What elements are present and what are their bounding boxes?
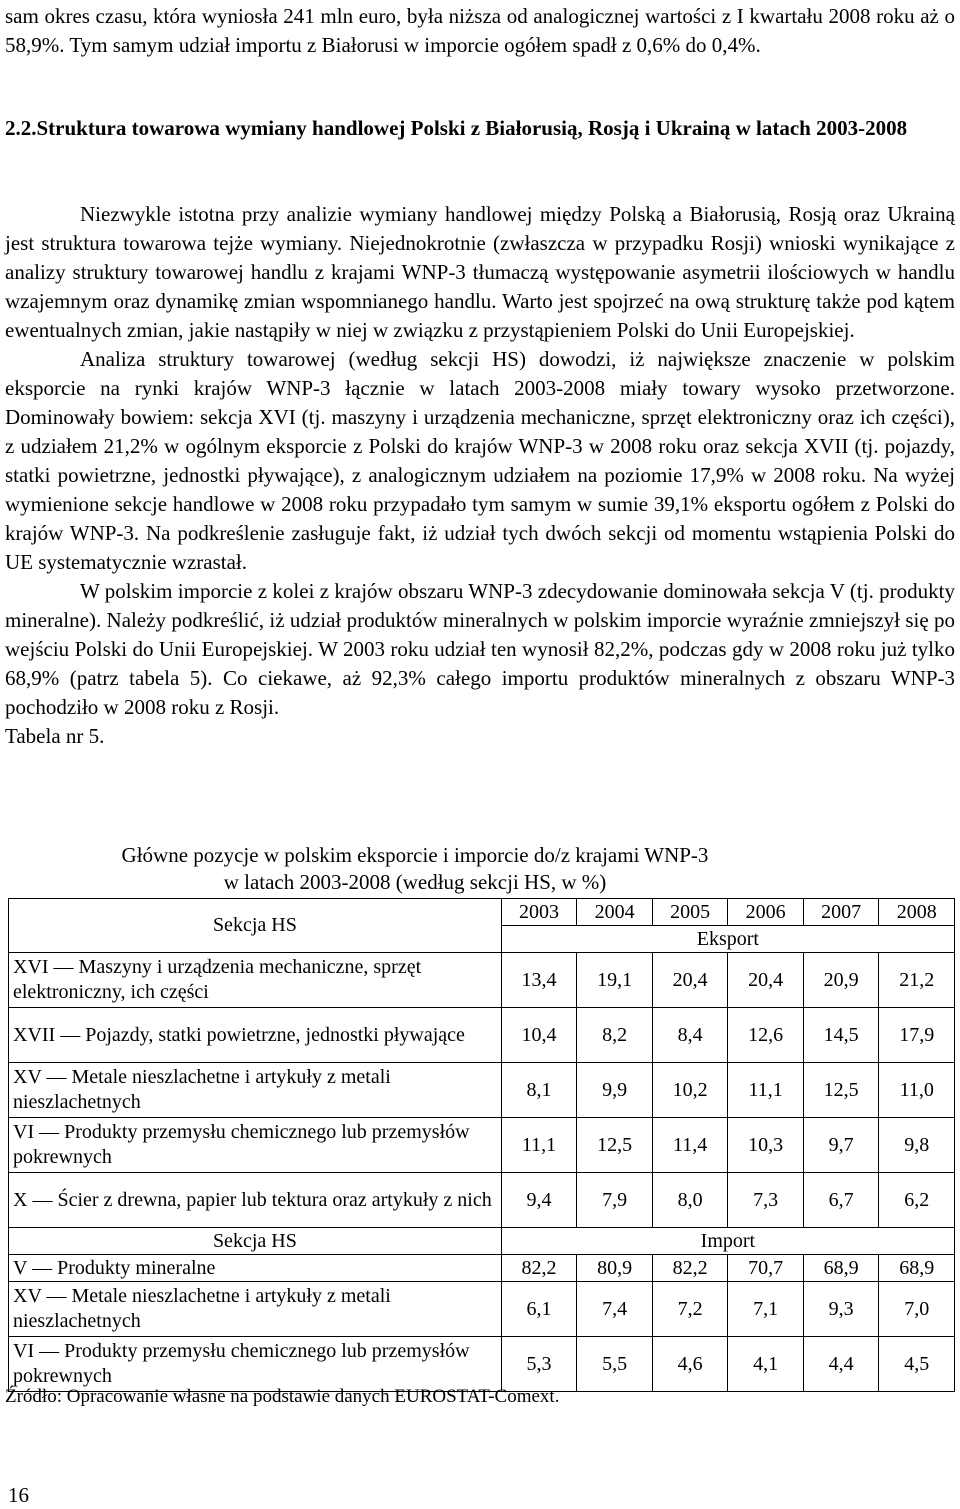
table-row [9, 953, 955, 1008]
row-label: XVI — Maszyny i urządzenia mechaniczne, sprzęt elektroniczny, ich części [9, 953, 502, 1008]
cell-value: 82,2 [501, 1255, 577, 1282]
cell-value: 9,3 [803, 1282, 879, 1337]
cell-value: 9,7 [803, 1118, 879, 1173]
year-header: 2003 [501, 899, 577, 926]
trade-structure-table [8, 898, 955, 1392]
import-column-header-sekcja: Sekcja HS [9, 1228, 502, 1255]
cell-value: 7,4 [577, 1282, 653, 1337]
cell-value: 4,5 [879, 1337, 955, 1392]
cell-value: 8,2 [577, 1008, 653, 1063]
cell-value: 20,4 [652, 953, 728, 1008]
cell-value: 6,1 [501, 1282, 577, 1337]
table-row [9, 1173, 955, 1228]
cell-value: 9,4 [501, 1173, 577, 1228]
cell-value: 9,9 [577, 1063, 653, 1118]
cell-value: 10,4 [501, 1008, 577, 1063]
cell-value: 20,9 [803, 953, 879, 1008]
row-label: X — Ścier z drewna, papier lub tektura oraz artykuły z nich [9, 1173, 502, 1228]
row-label: XVII — Pojazdy, statki powietrzne, jednostki pływające [9, 1008, 502, 1063]
table-title-line-2: w latach 2003-2008 (według sekcji HS, w %) [223, 870, 607, 894]
cell-value: 6,7 [803, 1173, 879, 1228]
row-label: VI — Produkty przemysłu chemicznego lub przemysłów pokrewnych [9, 1118, 502, 1173]
table-row [9, 1063, 955, 1118]
cell-value: 12,5 [803, 1063, 879, 1118]
cell-value: 12,5 [577, 1118, 653, 1173]
row-label: VI — Produkty przemysłu chemicznego lub przemysłów pokrewnych [9, 1337, 502, 1392]
cell-value: 8,1 [501, 1063, 577, 1118]
cell-value: 17,9 [879, 1008, 955, 1063]
cell-value: 11,1 [501, 1118, 577, 1173]
column-header-sekcja: Sekcja HS [9, 899, 502, 953]
year-header: 2007 [803, 899, 879, 926]
cell-value: 68,9 [803, 1255, 879, 1282]
table-row [9, 1337, 955, 1392]
page-number: 16 [8, 1483, 29, 1507]
cell-value: 10,2 [652, 1063, 728, 1118]
import-group-row [9, 1228, 955, 1255]
row-label: XV — Metale nieszlachetne i artykuły z metali nieszlachetnych [9, 1063, 502, 1118]
table-header-row [9, 899, 955, 926]
row-label: V — Produkty mineralne [9, 1255, 502, 1282]
cell-value: 21,2 [879, 953, 955, 1008]
cell-value: 4,4 [803, 1337, 879, 1392]
cell-value: 70,7 [728, 1255, 804, 1282]
table-row [9, 1008, 955, 1063]
table-caption [5, 842, 955, 896]
cell-value: 5,5 [577, 1337, 653, 1392]
year-header: 2008 [879, 899, 955, 926]
import-group-label: Import [501, 1228, 954, 1255]
cell-value: 12,6 [728, 1008, 804, 1063]
cell-value: 82,2 [652, 1255, 728, 1282]
cell-value: 8,4 [652, 1008, 728, 1063]
cell-value: 68,9 [879, 1255, 955, 1282]
cell-value: 7,3 [728, 1173, 804, 1228]
cell-value: 7,0 [879, 1282, 955, 1337]
cell-value: 9,8 [879, 1118, 955, 1173]
table-title-line-1: Główne pozycje w polskim eksporcie i imporcie do/z krajami WNP-3 [121, 843, 709, 867]
body-text [5, 200, 955, 751]
cell-value: 6,2 [879, 1173, 955, 1228]
year-header: 2006 [728, 899, 804, 926]
section-heading: 2.2.Struktura towarowa wymiany handlowej Polski z Białorusią, Rosją i Ukrainą w latach 2003-2008 [5, 116, 908, 140]
year-header: 2004 [577, 899, 653, 926]
cell-value: 80,9 [577, 1255, 653, 1282]
source-note: Źródło: Opracowanie własne na podstawie danych EUROSTAT-Comext. [5, 1386, 560, 1407]
cell-value: 11,0 [879, 1063, 955, 1118]
table-row [9, 1282, 955, 1337]
paragraph-2: Analiza struktury towarowej (według sekcji HS) dowodzi, iż największe znaczenie w polskim eksporcie na rynki krajów WNP-3 łącznie w latach 2003-2008 miały towary wysoko przetworzone. Dominowały bowiem: sekcja XVI (tj. maszyny i urządzenia mechaniczne, sprzęt elektroniczny oraz ich części), z udziałem 21,2% w ogólnym eksporcie z Polski do krajów WNP-3 w 2008 roku oraz sekcja XVII (tj. pojazdy, statki powietrzne, jednostki pływające), z analogicznym udziałem na poziomie 17,9% w 2008 roku. Na wyżej wymienione sekcje handlowe w 2008 roku przypadało tym samym w sumie 39,1% eksportu ogółem z Polski do krajów WNP-3. Na podkreślenie zasługuje fakt, iż udział tych dwóch sekcji od momentu wstąpienia Polski do UE systematycznie wzrastał. [5, 347, 955, 574]
cell-value: 20,4 [728, 953, 804, 1008]
table-row [9, 1255, 955, 1282]
table-row [9, 1118, 955, 1173]
cell-value: 4,6 [652, 1337, 728, 1392]
cell-value: 7,2 [652, 1282, 728, 1337]
table-label: Tabela nr 5. [5, 724, 105, 748]
cell-value: 19,1 [577, 953, 653, 1008]
intro-paragraph: sam okres czasu, która wyniosła 241 mln euro, była niższa od analogicznej wartości z I kwartału 2008 roku aż o 58,9%. Tym samym udział importu z Białorusi w imporcie ogółem spadł z 0,6% do 0,4%. [5, 4, 955, 57]
cell-value: 4,1 [728, 1337, 804, 1392]
cell-value: 10,3 [728, 1118, 804, 1173]
cell-value: 8,0 [652, 1173, 728, 1228]
cell-value: 14,5 [803, 1008, 879, 1063]
paragraph-3: W polskim imporcie z kolei z krajów obszaru WNP-3 zdecydowanie dominowała sekcja V (tj. produkty mineralne). Należy podkreślić, iż udział produktów mineralnych w polskim imporcie wyraźnie zmniejszył się po wejściu Polski do Unii Europejskiej. W 2003 roku udział ten wynosił 82,2%, podczas gdy w 2008 roku już tylko 68,9% (patrz tabela 5). Co ciekawe, aż 92,3% całego importu produktów mineralnych z obszaru WNP-3 pochodziło w 2008 roku z Rosji. [5, 579, 955, 719]
cell-value: 5,3 [501, 1337, 577, 1392]
cell-value: 7,1 [728, 1282, 804, 1337]
cell-value: 7,9 [577, 1173, 653, 1228]
export-group-label: Eksport [501, 926, 954, 953]
cell-value: 11,4 [652, 1118, 728, 1173]
paragraph-1: Niezwykle istotna przy analizie wymiany handlowej między Polską a Białorusią, Rosją oraz Ukrainą jest struktura towarowa tejże wymiany. Niejednokrotnie (zwłaszcza w przypadku Rosji) wnioski wynikające z analizy struktury towarowej handlu z krajami WNP-3 tłumaczą występowanie asymetrii ilościowych w handlu wzajemnym oraz dynamikę zmian wspomnianego handlu. Warto jest spojrzeć na ową strukturę także pod kątem ewentualnych zmian, jakie nastąpiły w niej w związku z przystąpieniem Polski do Unii Europejskiej. [5, 202, 955, 342]
cell-value: 11,1 [728, 1063, 804, 1118]
row-label: XV — Metale nieszlachetne i artykuły z metali nieszlachetnych [9, 1282, 502, 1337]
year-header: 2005 [652, 899, 728, 926]
cell-value: 13,4 [501, 953, 577, 1008]
